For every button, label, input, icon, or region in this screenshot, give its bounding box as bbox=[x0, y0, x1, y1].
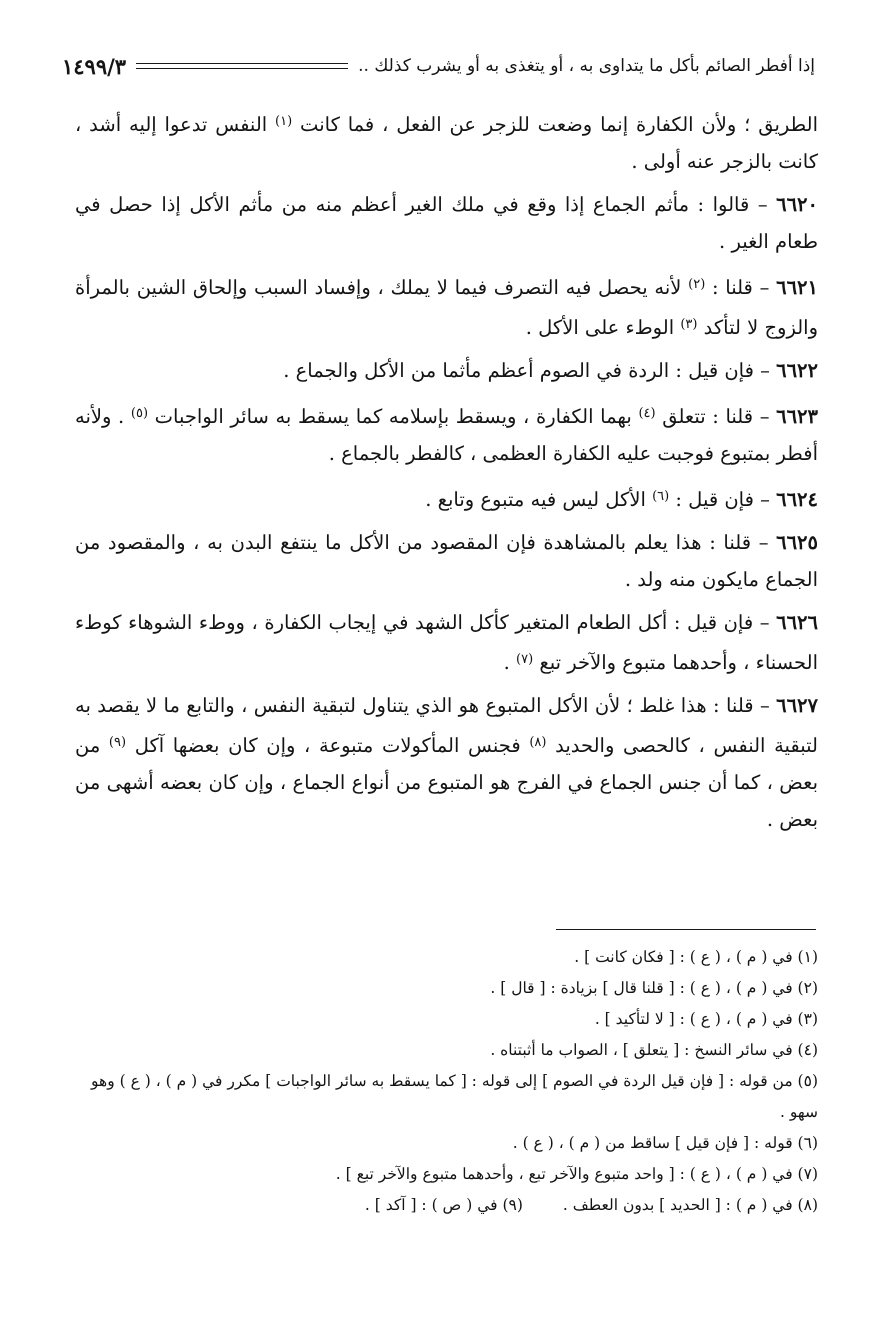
footnote-7: (٧) في ( م ) ، ( ع ) : [ واحد متبوع والآخر تبع ، وأحدهما متبوع والآخر تبع ] . bbox=[335, 1165, 818, 1183]
number-dash: – bbox=[751, 531, 777, 554]
number-dash: – bbox=[753, 611, 777, 634]
footnote-4: (٤) في سائر النسخ : [ يتعلق ] ، الصواب ما أثبتناه . bbox=[490, 1041, 818, 1059]
paragraph-6621 bbox=[75, 266, 818, 346]
text-run: لأنه يحصل فيه التصرف فيما لا يملك ، وإفساد السبب وإلحاق الشين بالمرأة والزوج لا لتأكد bbox=[75, 276, 818, 339]
text-run: قلنا : bbox=[705, 276, 753, 299]
paragraph-6622 bbox=[75, 352, 818, 389]
text-run: فجنس المأكولات متبوعة ، وإن كان بعضها آكل bbox=[126, 734, 530, 757]
number-dash: – bbox=[753, 405, 777, 428]
paragraph-6620 bbox=[75, 186, 818, 260]
footnote-5: (٥) من قوله : [ فإن قيل الردة في الصوم ] إلى قوله : [ كما يسقط به سائر الواجبات ] مكرر في ( م ) ، ( ع ) وهو سهو . bbox=[91, 1072, 818, 1121]
text-run: قالوا : مأثم الجماع إذا وقع في ملك الغير أعظم منه من مأثم الأكل إذا حصل في طعام الغير . bbox=[75, 193, 818, 253]
text-run: بهما الكفارة ، ويسقط بإسلامه كما يسقط به سائر الواجبات bbox=[148, 405, 639, 428]
footnote-ref: (٣) bbox=[680, 317, 698, 332]
paragraph-number: ٦٦٢٥ bbox=[776, 531, 818, 554]
footnote-ref: (٩) bbox=[108, 735, 127, 750]
footnote-ref: (٧) bbox=[516, 652, 534, 667]
text-run: فإن قيل : bbox=[669, 488, 754, 511]
paragraph-6626 bbox=[75, 604, 818, 681]
footnote-ref: (١) bbox=[275, 114, 293, 129]
paragraph-number: ٦٦٢٢ bbox=[776, 359, 818, 382]
body-text bbox=[75, 103, 818, 844]
number-dash: – bbox=[753, 359, 777, 382]
paragraph-number: ٦٦٢٤ bbox=[776, 488, 818, 511]
paragraph-6624 bbox=[75, 478, 818, 518]
footnote-6: (٦) قوله : [ فإن قيل ] ساقط من ( م ) ، ( ع ) . bbox=[512, 1134, 818, 1152]
number-dash: – bbox=[753, 694, 777, 717]
text-run: الوطء على الأكل . bbox=[525, 316, 681, 339]
footnote-3: (٣) في ( م ) ، ( ع ) : [ لا لتأكيد ] . bbox=[594, 1010, 818, 1028]
number-dash: – bbox=[749, 193, 777, 216]
paragraph-number: ٦٦٢٧ bbox=[776, 694, 819, 717]
paragraph-6623 bbox=[75, 395, 818, 472]
paragraph-number: ٦٦٢٣ bbox=[776, 405, 818, 428]
paragraph-number: ٦٦٢١ bbox=[776, 276, 818, 299]
header-double-rule bbox=[136, 63, 348, 69]
footnotes bbox=[60, 942, 818, 1221]
paragraph-6627 bbox=[75, 687, 818, 838]
text-run: . ولأنه أفطر بمتبوع فوجبت عليه الكفارة العظمى ، كالفطر بالجماع . bbox=[75, 405, 818, 465]
text-run: فإن قيل : أكل الطعام المتغير كأكل الشهد في إيجاب الكفارة ، ووطء الشوهاء كوطء الحسناء ، وأحدهما متبوع والآخر تبع bbox=[75, 611, 818, 674]
text-run: الطريق ؛ ولأن الكفارة إنما وضعت للزجر عن الفعل ، فما كانت bbox=[292, 113, 818, 136]
footnote-9: (٩) في ( ص ) : [ آكد ] . bbox=[364, 1196, 523, 1214]
footnote-ref: (٦) bbox=[652, 489, 670, 504]
text-run: الأكل ليس فيه متبوع وتابع . bbox=[425, 488, 653, 511]
number-dash: – bbox=[753, 488, 777, 511]
running-title: إذا أفطر الصائم بأكل ما يتداوى به ، أو يتغذى به أو يشرب كذلك .. bbox=[358, 56, 815, 76]
text-run: قلنا : تتعلق bbox=[655, 405, 754, 428]
page-number: ١٤٩٩/٣ bbox=[62, 53, 127, 79]
footnote-8: (٨) في ( م ) : [ الحديد ] بدون العطف . bbox=[562, 1196, 818, 1214]
paragraph-number: ٦٦٢٠ bbox=[776, 193, 818, 216]
number-dash: – bbox=[752, 276, 777, 299]
footnote-divider bbox=[556, 929, 816, 930]
text-run: قلنا : هذا يعلم بالمشاهدة فإن المقصود من الأكل ما ينتفع البدن به ، والمقصود من الجماع مايكون منه ولد . bbox=[75, 531, 818, 591]
text-run: . bbox=[503, 651, 517, 674]
paragraph-continuation bbox=[75, 103, 818, 180]
text-run: قلنا : هذا غلط ؛ لأن الأكل المتبوع هو الذي يتناول لتبقية النفس ، والتابع ما لا يقصد به لتبقية النفس ، كالحصى والحديد bbox=[75, 694, 818, 757]
paragraph-6625 bbox=[75, 524, 818, 598]
text-run: فإن قيل : الردة في الصوم أعظم مأثما من الأكل والجماع . bbox=[283, 359, 754, 382]
footnote-row-8-9 bbox=[60, 1190, 818, 1221]
footnote-1: (١) في ( م ) ، ( ع ) : [ فكان كانت ] . bbox=[574, 948, 818, 966]
footnote-2: (٢) في ( م ) ، ( ع ) : [ قلنا قال ] بزيادة : [ قال ] . bbox=[490, 979, 818, 997]
footnote-ref: (٢) bbox=[688, 277, 706, 292]
paragraph-number: ٦٦٢٦ bbox=[776, 611, 818, 634]
text-run: النفس تدعوا إليه أشد ، كانت بالزجر عنه أولى . bbox=[75, 113, 818, 173]
footnote-ref: (٨) bbox=[529, 735, 547, 750]
running-header bbox=[62, 50, 815, 82]
footnote-ref: (٤) bbox=[638, 406, 656, 421]
footnote-ref: (٥) bbox=[130, 406, 149, 421]
text-run: من بعض ، كما أن جنس الجماع في الفرج هو المتبوع من أنواع الجماع ، وإن كان بعضه أشهى من بعض . bbox=[75, 734, 818, 831]
